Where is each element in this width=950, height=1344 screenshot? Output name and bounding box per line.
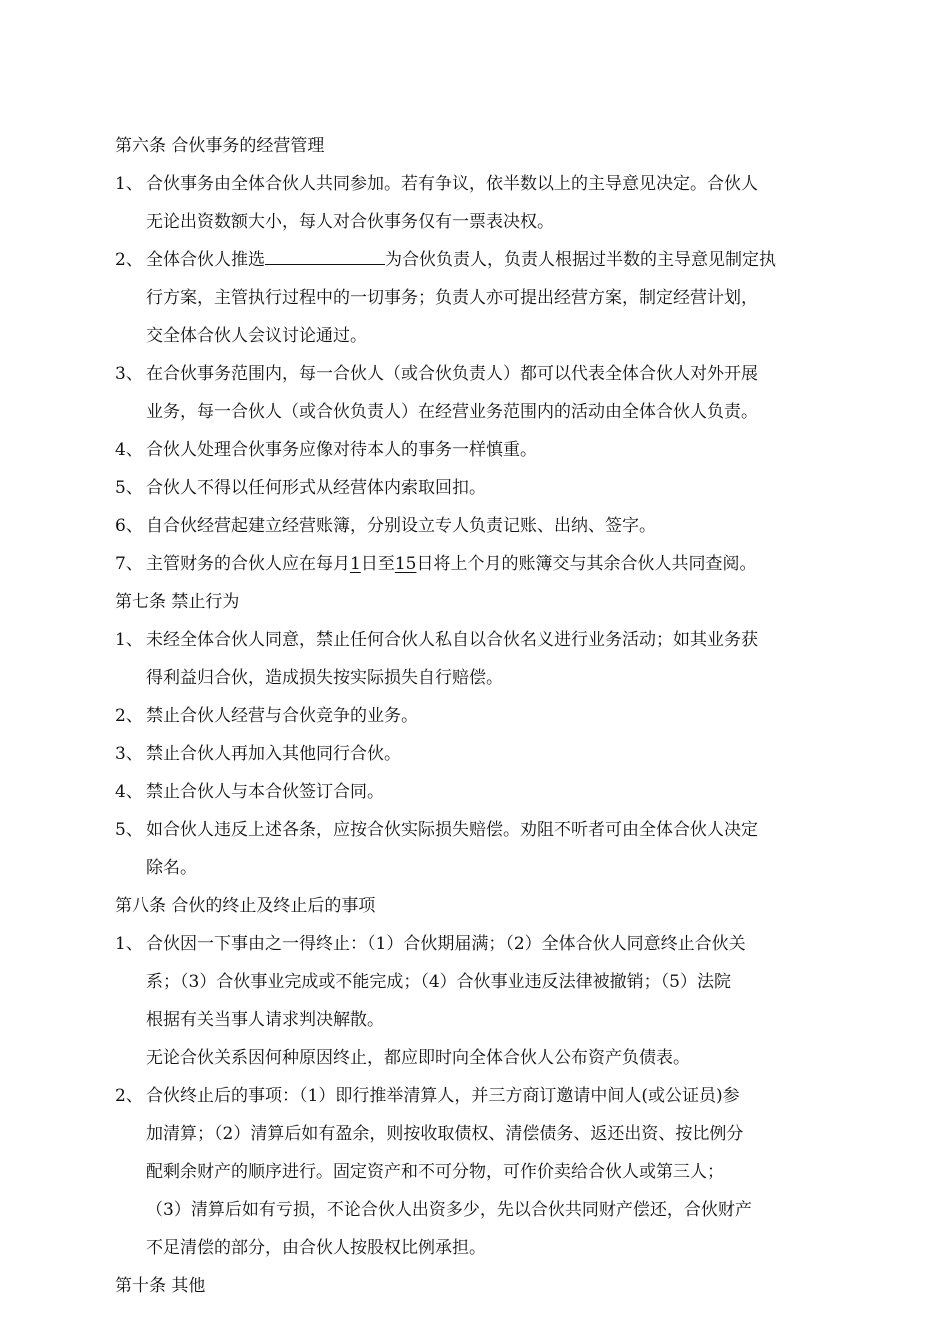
article-7-item-3: 3、 禁止合伙人再加入其他同行合伙。 (115, 744, 401, 764)
day-start: 1 (350, 554, 361, 574)
article-8-item-1: 1、 合伙因一下事由之一得终止：（1）合伙期届满；（2）全体合伙人同意终止合伙关 (115, 934, 746, 954)
article-6-item-7: 7、 主管财务的合伙人应在每月1日至15日将上个月的账簿交与其余合伙人共同查阅。 (115, 554, 757, 574)
article-6-item-3-cont: 业务，每一合伙人（或合伙负责人）在经营业务范围内的活动由全体合伙人负责。 (146, 402, 758, 422)
article-8-item-2: 2、 合伙终止后的事项：（1）即行推举清算人，并三方商订邀请中间人(或公证员)参 (115, 1086, 740, 1106)
article-6-item-2-cont: 行方案，主管执行过程中的一切事务；负责人亦可提出经营方案，制定经营计划， (146, 288, 758, 308)
article-6-item-4: 4、 合伙人处理合伙事务应像对待本人的事务一样慎重。 (115, 440, 537, 460)
article-7-item-2: 2、 禁止合伙人经营与合伙竞争的业务。 (115, 706, 418, 726)
article-6-item-2: 2、 全体合伙人推选 为合伙负责人，负责人根据过半数的主导意见制定执 (115, 250, 776, 270)
article-8-item-2-cont: （3）清算后如有亏损，不论合伙人出资多少，先以合伙共同财产偿还，合伙财产 (146, 1200, 752, 1220)
article-7-item-4: 4、 禁止合伙人与本合伙签订合同。 (115, 782, 384, 802)
article-8-item-2-cont: 不足清偿的部分，由合伙人按股权比例承担。 (146, 1238, 486, 1258)
article-8-item-1-cont: 无论合伙关系因何种原因终止，都应即时向全体合伙人公布资产负债表。 (146, 1048, 690, 1068)
article-8-heading: 第八条 合伙的终止及终止后的事项 (115, 896, 376, 916)
article-6-item-5: 5、 合伙人不得以任何形式从经营体内索取回扣。 (115, 478, 486, 498)
article-8-item-2-cont: 加清算；（2）清算后如有盈余，则按收取债权、清偿债务、返还出资、按比例分 (146, 1124, 744, 1144)
article-6-item-2-cont: 交全体合伙人会议讨论通过。 (146, 326, 367, 346)
article-7-item-5: 5、 如合伙人违反上述各条，应按合伙实际损失赔偿。劝阻不听者可由全体合伙人决定 (115, 820, 758, 840)
article-6-item-1-cont: 无论出资数额大小，每人对合伙事务仅有一票表决权。 (146, 212, 554, 232)
article-8-item-2-cont: 配剩余财产的顺序进行。固定资产和不可分物，可作价卖给合伙人或第三人； (146, 1162, 724, 1182)
article-7-item-1: 1、 未经全体合伙人同意，禁止任何合伙人私自以合伙名义进行业务活动；如其业务获 (115, 630, 758, 650)
article-7-item-1-cont: 得利益归合伙，造成损失按实际损失自行赔偿。 (146, 668, 503, 688)
article-6-item-6: 6、 自合伙经营起建立经营账簿，分别设立专人负责记账、出纳、签字。 (115, 516, 656, 536)
article-6-item-3: 3、 在合伙事务范围内，每一合伙人（或合伙负责人）都可以代表全体合伙人对外开展 (115, 364, 758, 384)
article-10-heading: 第十条 其他 (115, 1276, 206, 1296)
article-7-item-5-cont: 除名。 (146, 858, 197, 878)
article-8-item-1-cont: 系；（3）合伙事业完成或不能完成；（4）合伙事业违反法律被撤销；（5）法院 (146, 972, 731, 992)
article-8-item-1-cont: 根据有关当事人请求判决解散。 (146, 1010, 384, 1030)
article-7-heading: 第七条 禁止行为 (115, 592, 240, 612)
article-6-item-1: 1、 合伙事务由全体合伙人共同参加。若有争议，依半数以上的主导意见决定。合伙人 (115, 174, 758, 194)
article-6-heading: 第六条 合伙事务的经营管理 (115, 136, 325, 156)
blank-fill-line (265, 249, 385, 265)
day-end: 15 (394, 554, 417, 574)
